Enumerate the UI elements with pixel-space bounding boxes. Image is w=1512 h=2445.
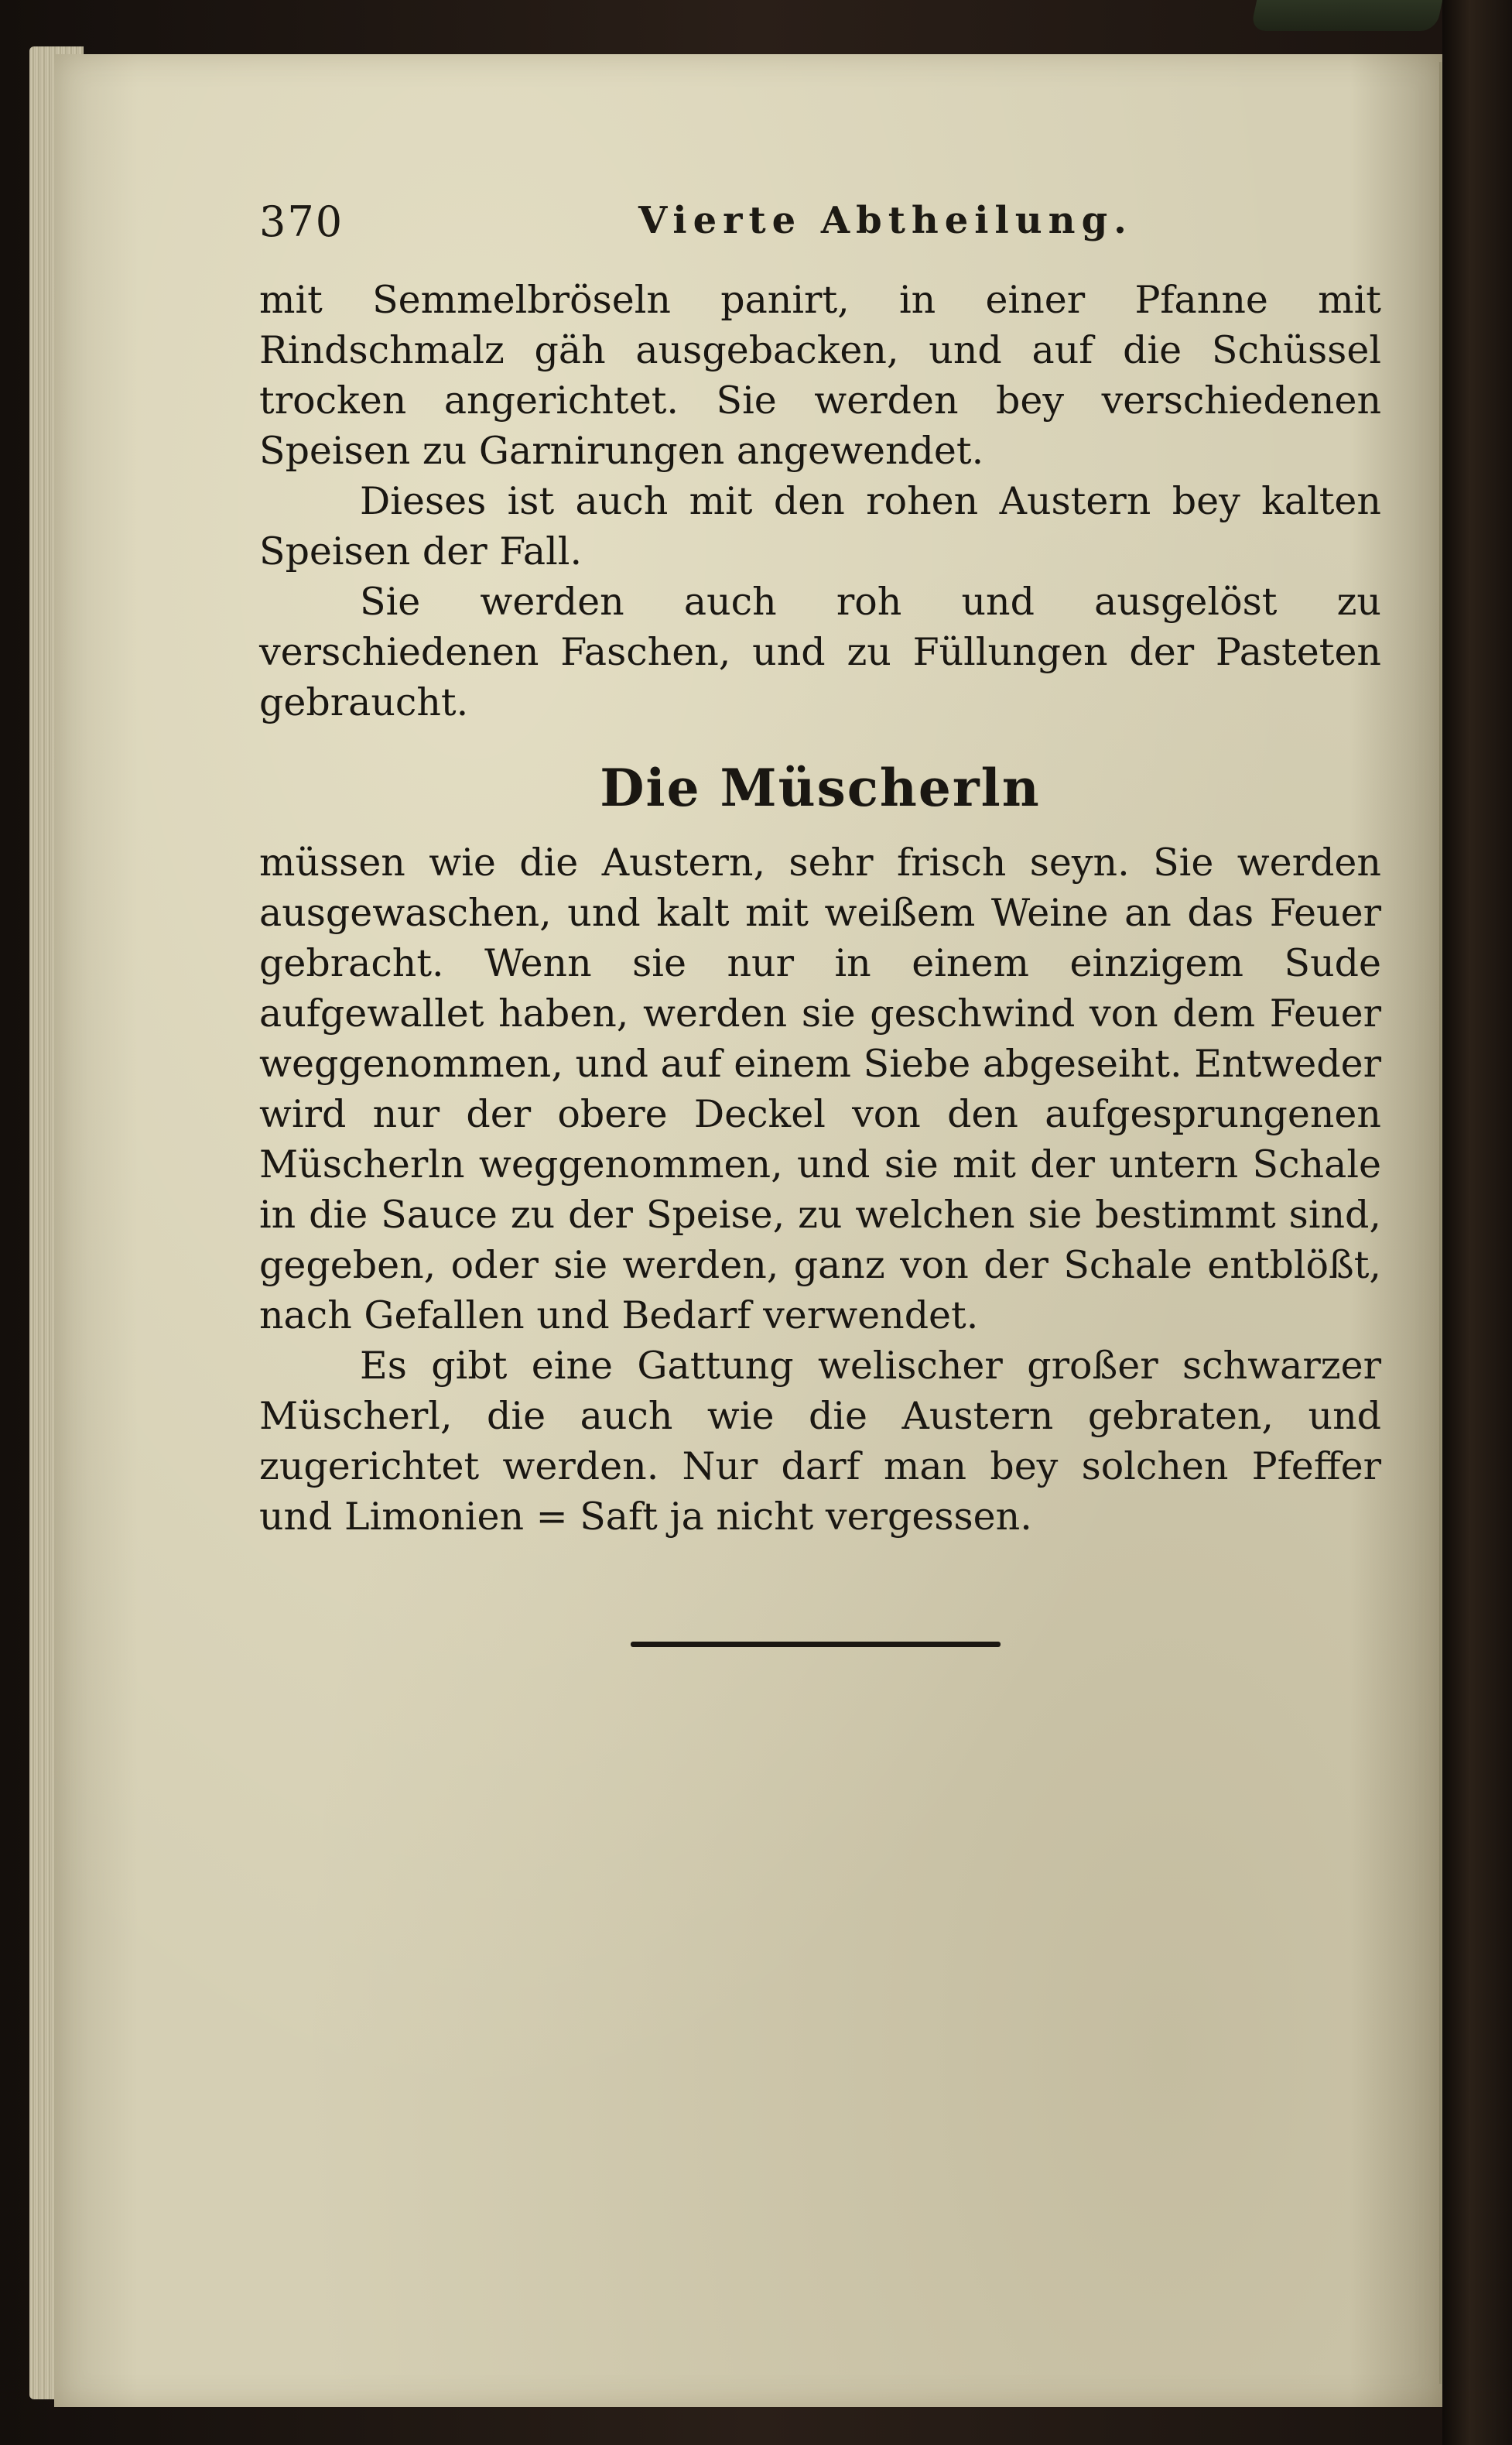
- section-oysters-continued: [259, 275, 1381, 728]
- paragraph: mit Semmelbröseln panirt, in einer Pfanne mit Rindschmalz gäh ausgebacken, und auf die Schüssel trocken angerichtet. Sie werden bey verschiedenen Speisen zu Garnirungen angewendet.: [259, 278, 1381, 473]
- paragraph: Dieses ist auch mit den rohen Austern bey kalten Speisen der Fall.: [259, 479, 1381, 574]
- page-number: 370: [259, 197, 344, 246]
- bookmark-ribbon: [1250, 0, 1443, 31]
- paragraph: müssen wie die Austern, sehr frisch seyn. Sie werden ausgewaschen, und kalt mit weißem Weine an das Feuer gebracht. Wenn sie nur in einem einzigem Sude aufgewallet haben, werden sie geschwind von dem Feuer weggenommen, und auf einem Siebe abgeseiht. Entweder wird nur der obere Deckel von den aufgesprungenen Müscherln weggenommen, und sie mit der untern Schale in die Sauce zu der Speise, zu welchen sie bestimmt sind, gegeben, oder sie werden, ganz von der Schale entblößt, nach Gefallen und Bedarf verwendet.: [259, 841, 1381, 1337]
- page-header: [259, 197, 1381, 252]
- section-end-rule: [631, 1642, 1001, 1647]
- paragraph: Es gibt eine Gattung welischer großer schwarzer Müscherl, die auch wie die Austern gebraten, und zugerichtet werden. Nur darf man bey solchen Pfeffer und Limonien = Saft ja nicht vergessen.: [259, 1344, 1381, 1539]
- book-cover-edge: [1442, 0, 1512, 2445]
- section-mussels: [259, 837, 1381, 1542]
- running-title: Vierte Abtheilung.: [638, 199, 1133, 242]
- section-heading: Die Müscherln: [600, 758, 1041, 818]
- paragraph: Sie werden auch roh und ausgelöst zu verschiedenen Faschen, und zu Füllungen der Pasteten gebraucht.: [259, 580, 1381, 724]
- page-body: [259, 275, 1381, 1542]
